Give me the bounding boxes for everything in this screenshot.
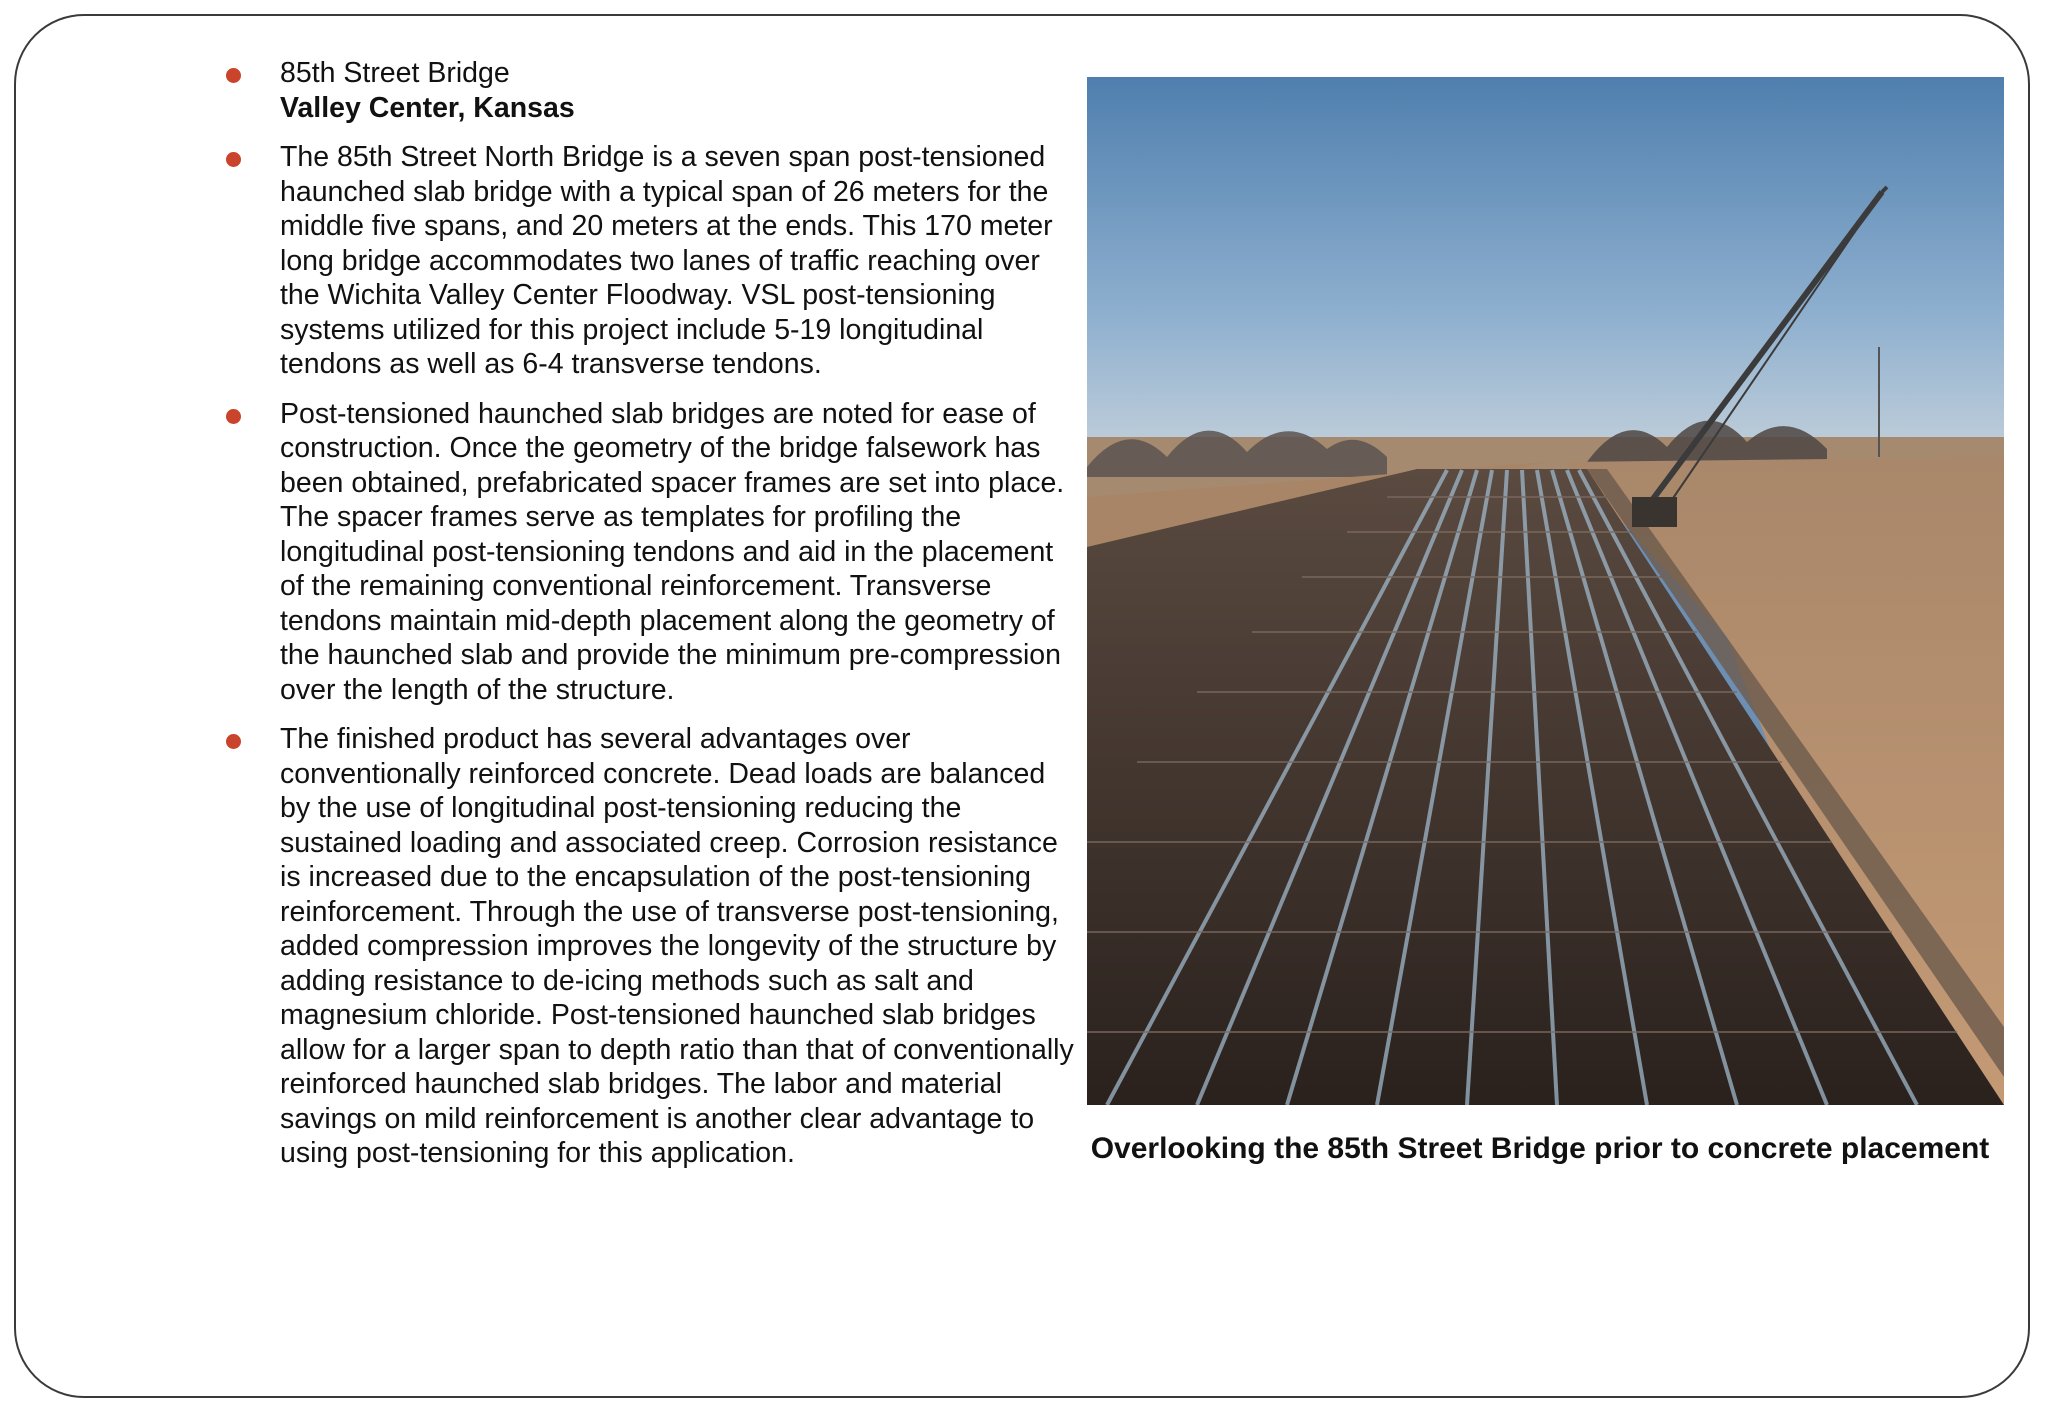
bullet-item-description	[218, 140, 1078, 382]
bullet-item-advantages	[218, 722, 1078, 1171]
bullet-item-bridge-name	[218, 56, 1078, 125]
bullet-dot	[226, 409, 241, 424]
bullet-item-construction	[218, 397, 1078, 708]
bridge-photo	[1087, 77, 2004, 1105]
crane-body	[1632, 497, 1677, 527]
advantages-text: The finished product has several advantages over conventionally reinforced concrete. Dead loads are balanced by the use of longitudinal post-tensioning reducing the sustained loading and associated creep. Corrosion resistance is increased due to the encapsulation of the post-tensioning reinforcement. Through the use of transverse post-tensioning, added compression improves the longevity of the structure by adding resistance to de-icing methods such as salt and magnesium chloride. Post-tensioned haunched slab bridges allow for a larger span to depth ratio than that of conventionally reinforced haunched slab bridges. The labor and material savings on mild reinforcement is another clear advantage to using post-tensioning for this application.	[280, 723, 1074, 1169]
photo-caption: Overlooking the 85th Street Bridge prior to concrete placement	[1090, 1132, 1990, 1165]
bridge-description-text: The 85th Street North Bridge is a seven span post-tensioned haunched slab bridge with a typical span of 26 meters for the middle five spans, and 20 meters at the ends. This 170 meter long bridge accommodates two lanes of traffic reaching over the Wichita Valley Center Floodway. VSL post-tensioning systems utilized for this project include 5-19 longitudinal tendons as well as 6-4 transverse tendons.	[280, 141, 1053, 380]
bullet-dot	[226, 68, 241, 83]
bullet-dot	[226, 734, 241, 749]
sky	[1087, 77, 2004, 477]
construction-text: Post-tensioned haunched slab bridges are noted for ease of construction. Once the geometry of the bridge falsework has been obtained, prefabricated spacer frames are set into place. The spacer frames serve as templates for profiling the longitudinal post-tensioning tendons and aid in the placement of the remaining conventional reinforcement. Transverse tendons maintain mid-depth placement along the geometry of the haunched slab and provide the minimum pre-compression over the length of the structure.	[280, 397, 1065, 706]
bridge-photo-illustration	[1087, 77, 2004, 1105]
bridge-name: 85th Street Bridge	[280, 57, 510, 89]
bullet-list	[218, 56, 1078, 1186]
bullet-dot	[226, 152, 241, 167]
bridge-location: Valley Center, Kansas	[280, 91, 575, 124]
